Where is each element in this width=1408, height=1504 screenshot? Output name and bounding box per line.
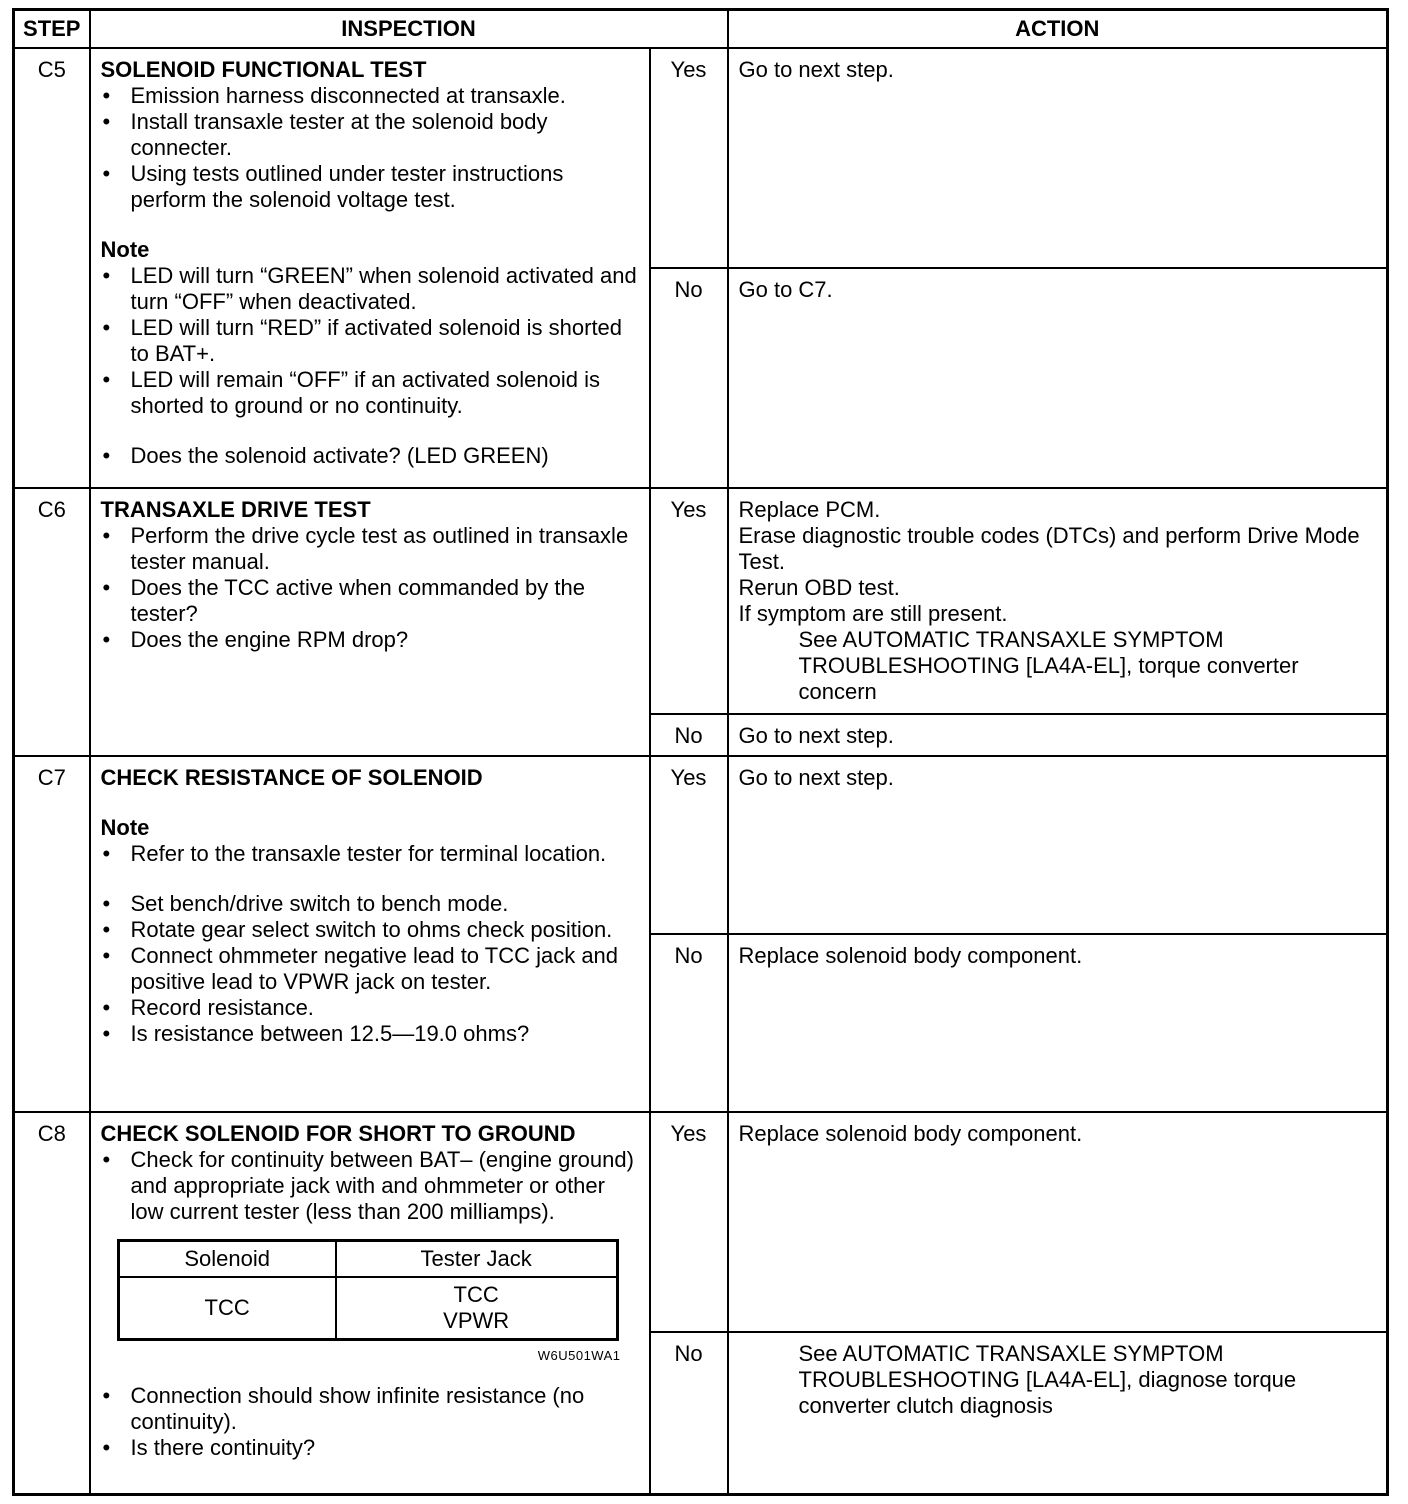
bullet-list	[101, 891, 639, 1047]
inspection-cell	[90, 48, 650, 488]
no-action	[728, 1332, 1388, 1495]
header-action: ACTION	[728, 10, 1388, 49]
question-list	[101, 443, 639, 469]
figure-code: W6U501WA1	[537, 1348, 621, 1363]
note-list	[101, 841, 639, 867]
solenoid-jack-table	[117, 1239, 619, 1341]
yes-label: Yes	[650, 756, 728, 934]
bullet-list	[101, 1383, 639, 1461]
header-step: STEP	[14, 10, 90, 49]
sub-table-header	[118, 1241, 617, 1278]
no-label: No	[650, 268, 728, 488]
list-item: • Record resistance.	[101, 995, 639, 1021]
col-tester-jack-header: Tester Jack	[336, 1241, 617, 1278]
step-title: CHECK SOLENOID FOR SHORT TO GROUND	[100, 1121, 576, 1146]
step-label: C6	[14, 488, 90, 756]
list-item: • Install transaxle tester at the solenoid body connecter.	[101, 109, 639, 161]
step-label: C8	[14, 1112, 90, 1495]
no-action: Replace solenoid body component.	[728, 934, 1388, 1112]
yes-action: Go to next step.	[728, 756, 1388, 934]
yes-label: Yes	[650, 1112, 728, 1332]
step-c8-yes-row	[14, 1112, 1388, 1332]
list-item: • Is resistance between 12.5—19.0 ohms?	[101, 1021, 639, 1047]
step-title: SOLENOID FUNCTIONAL TEST	[100, 57, 427, 82]
list-item: • LED will remain “OFF” if an activated solenoid is shorted to ground or no continuity.	[101, 367, 639, 419]
list-item: • Perform the drive cycle test as outlined in transaxle tester manual.	[101, 523, 639, 575]
yes-action	[728, 488, 1388, 714]
bullet-list	[101, 83, 639, 213]
list-item: • Using tests outlined under tester instructions perform the solenoid voltage test.	[101, 161, 639, 213]
header-inspection: INSPECTION	[90, 10, 728, 49]
step-c5-yes-row	[14, 48, 1388, 268]
list-item: • Emission harness disconnected at transaxle.	[101, 83, 639, 109]
step-c7-yes-row	[14, 756, 1388, 934]
see-reference: See AUTOMATIC TRANSAXLE SYMPTOM TROUBLESHOOTING [LA4A-EL], diagnose torque converter clutch diagnosis	[798, 1341, 1297, 1418]
action-line: Erase diagnostic trouble codes (DTCs) and perform Drive Mode Test.	[738, 523, 1360, 574]
yes-action: Replace solenoid body component.	[728, 1112, 1388, 1332]
action-line: If symptom are still present.	[738, 601, 1008, 626]
diagnostic-table	[12, 8, 1389, 1496]
list-item: • Set bench/drive switch to bench mode.	[101, 891, 639, 917]
list-item: • LED will turn “RED” if activated solenoid is shorted to BAT+.	[101, 315, 639, 367]
sub-table-row	[118, 1277, 617, 1340]
list-item: • Check for continuity between BAT– (engine ground) and appropriate jack with and ohmmeter or other low current tester (less than 200 milliamps).	[101, 1147, 639, 1225]
note-list	[101, 263, 639, 419]
yes-label: Yes	[650, 488, 728, 714]
no-label: No	[650, 934, 728, 1112]
see-reference: See AUTOMATIC TRANSAXLE SYMPTOM TROUBLESHOOTING [LA4A-EL], torque converter concern	[798, 627, 1299, 704]
bullet-list	[101, 1147, 639, 1225]
list-item: • Rotate gear select switch to ohms check position.	[101, 917, 639, 943]
no-label: No	[650, 714, 728, 756]
inspection-cell	[90, 488, 650, 756]
note-label: Note	[100, 237, 150, 262]
list-item: • LED will turn “GREEN” when solenoid activated and turn “OFF” when deactivated.	[101, 263, 639, 315]
list-item: • Is there continuity?	[101, 1435, 639, 1461]
yes-action: Go to next step.	[728, 48, 1388, 268]
inspection-cell	[90, 1112, 650, 1495]
col-solenoid-header: Solenoid	[118, 1241, 336, 1278]
action-line: Replace PCM.	[738, 497, 881, 522]
action-line: Rerun OBD test.	[738, 575, 900, 600]
jack-value: TCC	[453, 1282, 499, 1307]
no-action: Go to C7.	[728, 268, 1388, 488]
tester-jack-cell	[336, 1277, 617, 1340]
step-label: C7	[14, 756, 90, 1112]
list-item: • Refer to the transaxle tester for terminal location.	[101, 841, 639, 867]
solenoid-cell: TCC	[118, 1277, 336, 1340]
step-c6-yes-row	[14, 488, 1388, 714]
list-item: • Does the TCC active when commanded by the tester?	[101, 575, 639, 627]
step-title: CHECK RESISTANCE OF SOLENOID	[100, 765, 483, 790]
no-action: Go to next step.	[728, 714, 1388, 756]
no-label: No	[650, 1332, 728, 1495]
header-row	[14, 10, 1388, 49]
list-item: • Connect ohmmeter negative lead to TCC jack and positive lead to VPWR jack on tester.	[101, 943, 639, 995]
step-title: TRANSAXLE DRIVE TEST	[100, 497, 371, 522]
note-label: Note	[100, 815, 150, 840]
list-item: • Connection should show infinite resistance (no continuity).	[101, 1383, 639, 1435]
yes-label: Yes	[650, 48, 728, 268]
bullet-list	[101, 523, 639, 653]
step-label: C5	[14, 48, 90, 488]
inspection-cell	[90, 756, 650, 1112]
list-item: • Does the solenoid activate? (LED GREEN)	[101, 443, 639, 469]
jack-value: VPWR	[443, 1308, 510, 1333]
list-item: • Does the engine RPM drop?	[101, 627, 639, 653]
